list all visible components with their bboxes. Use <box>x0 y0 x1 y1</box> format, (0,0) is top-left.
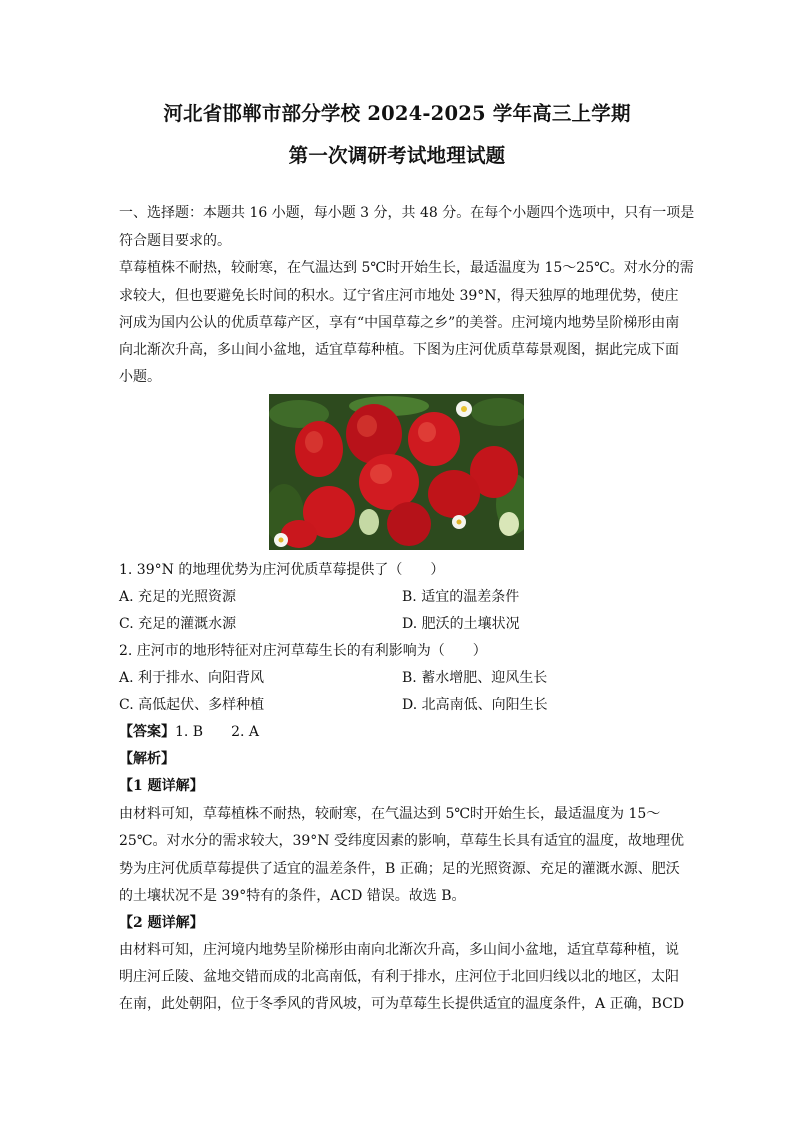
material-line-2: 求较大，但也要避免长时间的积水。辽宁省庄河市地处 39°N，得天独厚的地理优势，使庄 <box>119 288 679 304</box>
q1-detail-line-1: 由材料可知，草莓植株不耐热，较耐寒，在气温达到 5℃时开始生长，最适温度为 15～ <box>119 806 661 822</box>
q2-detail-label: 【2 题详解】 <box>119 915 204 931</box>
strawberry-photo <box>269 394 524 550</box>
answer-line <box>119 722 259 742</box>
q2-option-d: D. 北高南低、向阳生长 <box>402 697 548 713</box>
q2-option-c: C. 高低起伏、多样种植 <box>119 697 265 713</box>
q2-option-b: B. 蓄水增肥、迎风生长 <box>402 670 548 686</box>
analysis-label: 【解析】 <box>119 751 175 767</box>
material-line-3: 河成为国内公认的优质草莓产区，享有“中国草莓之乡”的美誉。庄河境内地势呈阶梯形由南 <box>119 315 680 331</box>
q1-detail-label: 【1 题详解】 <box>119 778 204 794</box>
q1-detail-line-4: 的土壤状况不是 39°特有的条件，ACD 错误。故选 B。 <box>119 888 466 904</box>
material-line-1: 草莓植株不耐热，较耐寒，在气温达到 5℃时开始生长，最适温度为 15～25℃。对水分的需 <box>119 260 694 276</box>
q2-option-a: A. 利于排水、向阳背风 <box>119 670 265 686</box>
answer-label: 【答案】 <box>119 724 175 740</box>
q1-option-b: B. 适宜的温差条件 <box>402 589 520 605</box>
material-line-5: 小题。 <box>119 369 161 385</box>
title-line-1: 河北省邯郸市部分学校 2024-2025 学年高三上学期 <box>163 102 631 125</box>
title-line-2: 第一次调研考试地理试题 <box>288 144 506 167</box>
q1-option-c: C. 充足的灌溉水源 <box>119 616 237 632</box>
q1-option-a: A. 充足的光照资源 <box>119 589 237 605</box>
q2-detail-line-3: 在南，此处朝阳，位于冬季风的背风坡，可为草莓生长提供适宜的温度条件，A 正确，BCD <box>119 996 685 1012</box>
q2-detail-line-1: 由材料可知，庄河境内地势呈阶梯形由南向北渐次升高，多山间小盆地，适宜草莓种植，说 <box>119 942 679 958</box>
q2-detail-line-2: 明庄河丘陵、盆地交错而成的北高南低，有利于排水，庄河位于北回归线以北的地区，太阳 <box>119 969 679 985</box>
q1-detail-line-3: 势为庄河优质草莓提供了适宜的温差条件，B 正确；足的光照资源、充足的灌溉水源、肥沃 <box>119 861 680 877</box>
instructions-line-2: 符合题目要求的。 <box>119 233 231 249</box>
q1-option-d: D. 肥沃的土壤状况 <box>402 616 520 632</box>
q1-stem: 1. 39°N 的地理优势为庄河优质草莓提供了（ ） <box>119 562 445 578</box>
q1-detail-line-2: 25℃。对水分的需求较大，39°N 受纬度因素的影响，草莓生长具有适宜的温度，故地理优 <box>119 833 684 849</box>
q2-stem: 2. 庄河市的地形特征对庄河草莓生长的有利影响为（ ） <box>119 643 487 659</box>
instructions-line-1: 一、选择题：本题共 16 小题，每小题 3 分，共 48 分。在每个小题四个选项中，只有一项是 <box>119 205 695 221</box>
material-line-4: 向北渐次升高，多山间小盆地，适宜草莓种植。下图为庄河优质草莓景观图，据此完成下面 <box>119 342 679 358</box>
answer-text: 1. B 2. A <box>175 724 260 740</box>
